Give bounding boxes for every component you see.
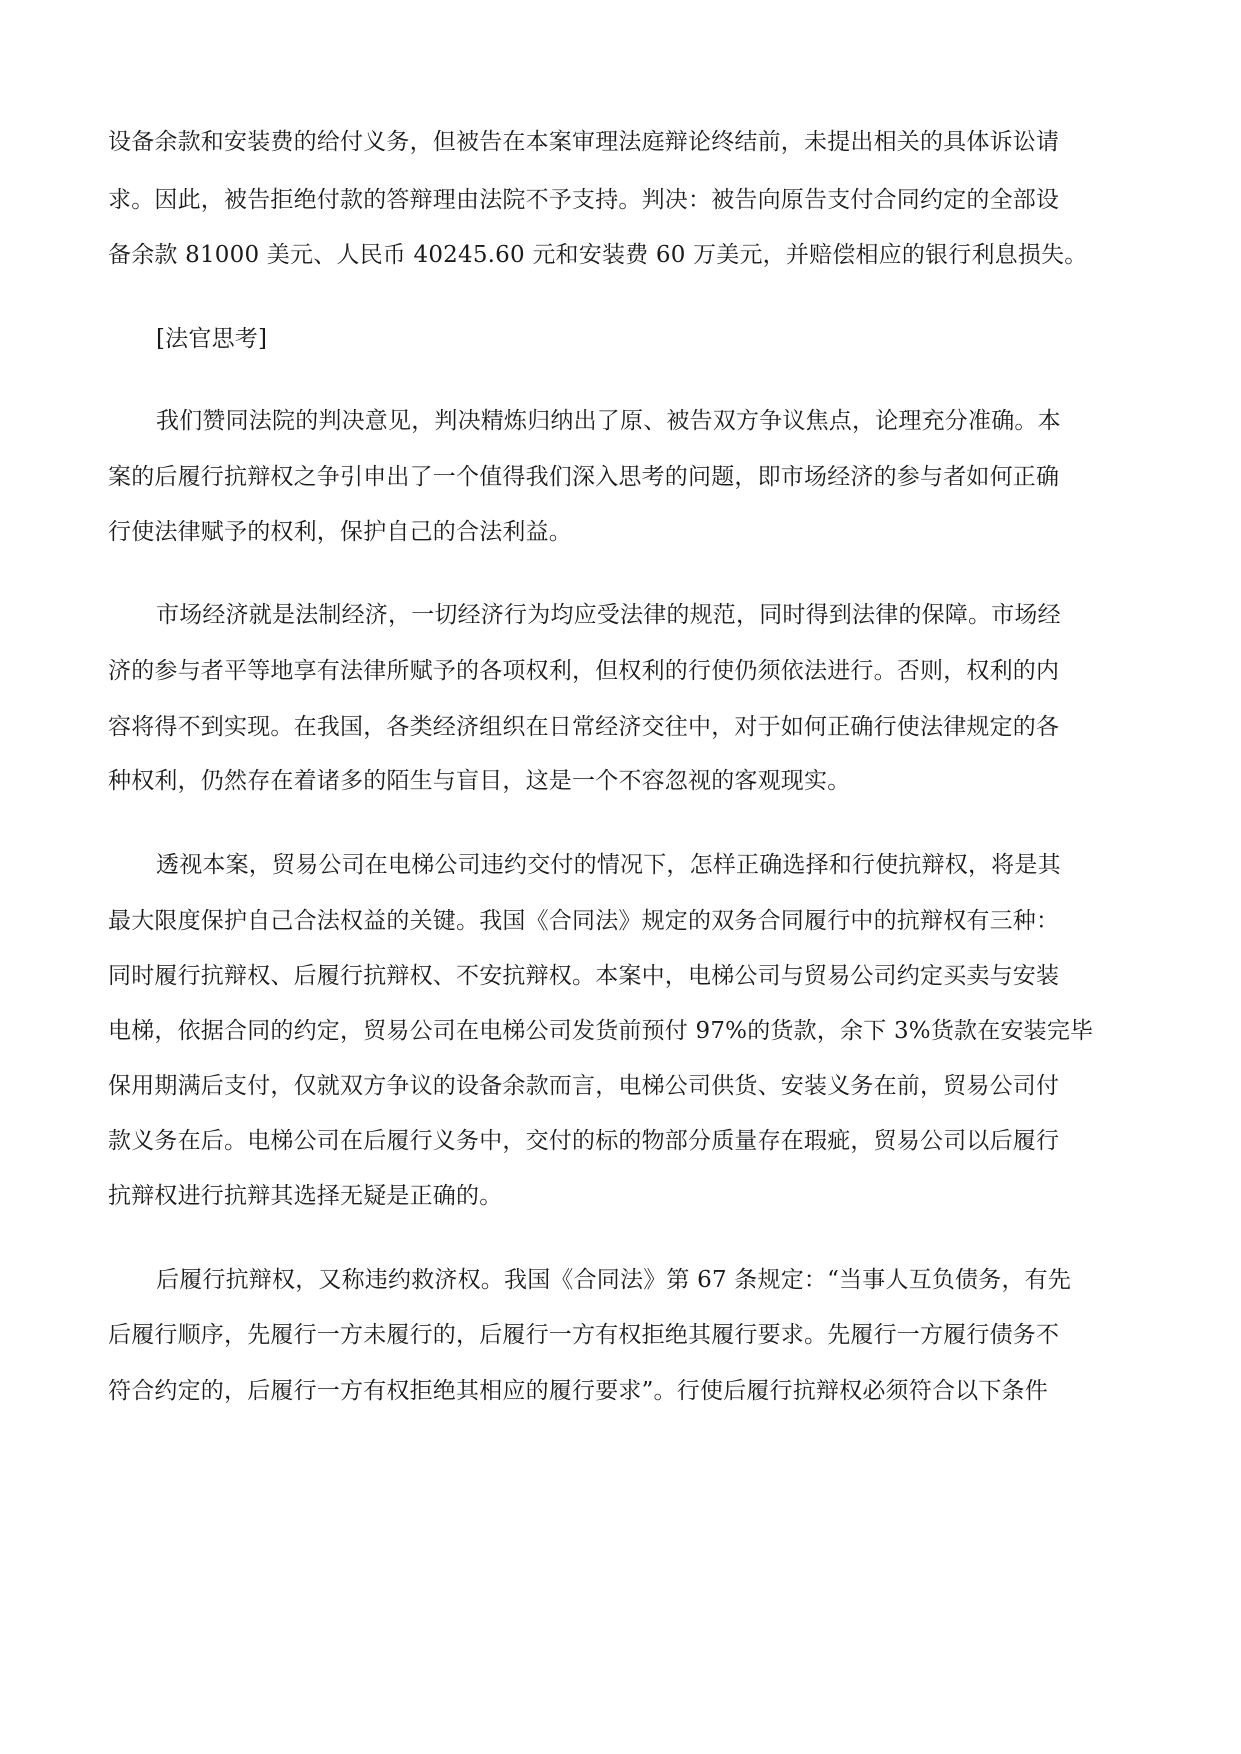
section-heading: [法官思考] xyxy=(156,326,268,352)
body-text-line: 后履行顺序，先履行一方未履行的，后履行一方有权拒绝其履行要求。先履行一方履行债务不 xyxy=(108,1322,1060,1348)
body-text-line: 设备余款和安装费的给付义务，但被告在本案审理法庭辩论终结前，未提出相关的具体诉讼请 xyxy=(108,129,1060,155)
body-text-line: 保用期满后支付，仅就双方争议的设备余款而言，电梯公司供货、安装义务在前，贸易公司付 xyxy=(108,1073,1060,1099)
body-text-line: 最大限度保护自己合法权益的关键。我国《合同法》规定的双务合同履行中的抗辩权有三种： xyxy=(108,908,1060,934)
body-text-line: 容将得不到实现。在我国，各类经济组织在日常经济交往中，对于如何正确行使法律规定的各 xyxy=(108,714,1060,740)
body-text-line: 电梯，依据合同的约定，贸易公司在电梯公司发货前预付 97%的货款，余下 3%货款在安装完毕 xyxy=(108,1018,1094,1044)
body-text-line: 符合约定的，后履行一方有权拒绝其相应的履行要求”。行使后履行抗辩权必须符合以下条件 xyxy=(108,1378,1048,1404)
body-text-line: 备余款 81000 美元、人民币 40245.60 元和安装费 60 万美元，并赔偿相应的银行利息损失。 xyxy=(108,242,1088,268)
body-text-line: 济的参与者平等地享有法律所赋予的各项权利，但权利的行使仍须依法进行。否则，权利的内 xyxy=(108,658,1060,684)
body-text-line: 市场经济就是法制经济，一切经济行为均应受法律的规范，同时得到法律的保障。市场经 xyxy=(156,602,1061,628)
body-text-line: 透视本案，贸易公司在电梯公司违约交付的情况下，怎样正确选择和行使抗辩权，将是其 xyxy=(156,852,1061,878)
body-text-line: 求。因此，被告拒绝付款的答辩理由法院不予支持。判决：被告向原告支付合同约定的全部设 xyxy=(108,187,1060,213)
body-text-line: 抗辩权进行抗辩其选择无疑是正确的。 xyxy=(108,1183,503,1209)
body-text-line: 案的后履行抗辩权之争引申出了一个值得我们深入思考的问题，即市场经济的参与者如何正确 xyxy=(108,464,1060,490)
body-text-line: 同时履行抗辩权、后履行抗辩权、不安抗辩权。本案中，电梯公司与贸易公司约定买卖与安装 xyxy=(108,963,1060,989)
body-text-line: 我们赞同法院的判决意见，判决精炼归纳出了原、被告双方争议焦点，论理充分准确。本 xyxy=(156,408,1061,434)
body-text-line: 款义务在后。电梯公司在后履行义务中，交付的标的物部分质量存在瑕疵，贸易公司以后履行 xyxy=(108,1128,1060,1154)
body-text-line: 行使法律赋予的权利，保护自己的合法利益。 xyxy=(108,519,572,545)
body-text-line: 后履行抗辩权，又称违约救济权。我国《合同法》第 67 条规定：“当事人互负债务，有先 xyxy=(156,1267,1072,1293)
body-text-line: 种权利，仍然存在着诸多的陌生与盲目，这是一个不容忽视的客观现实。 xyxy=(108,768,851,794)
